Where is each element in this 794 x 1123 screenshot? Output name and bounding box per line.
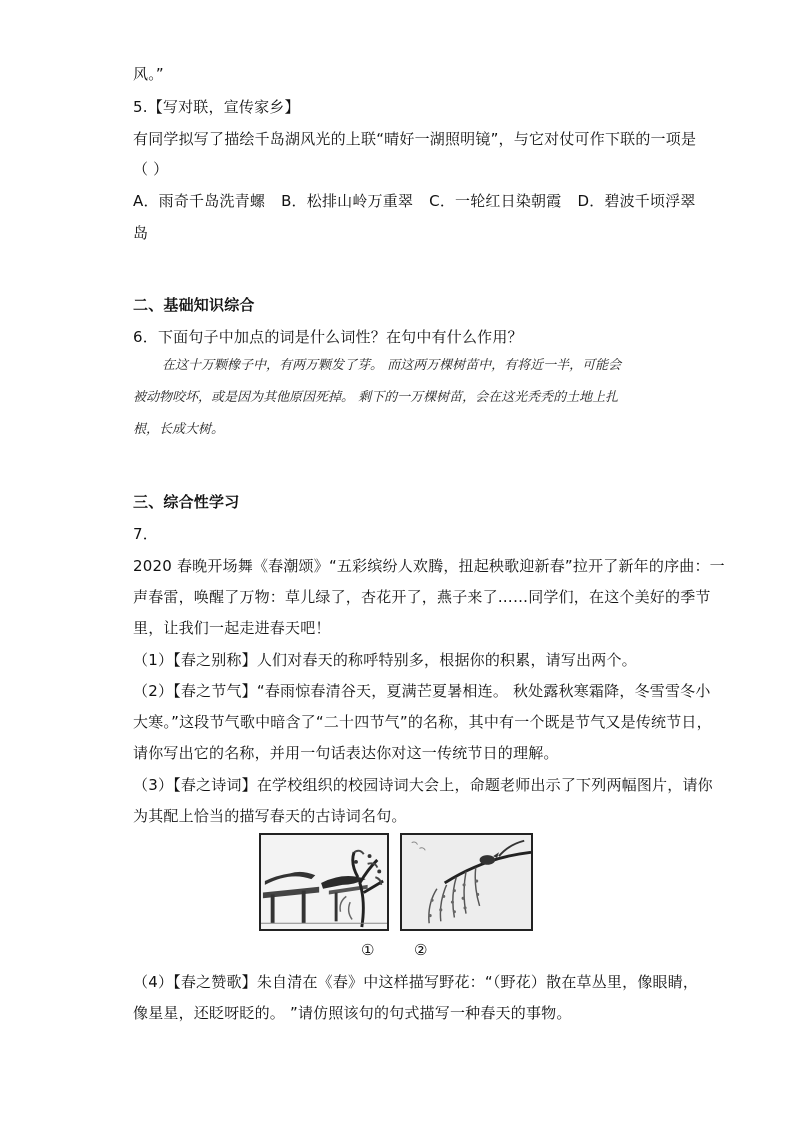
question-7-sub-3-line-2: 为其配上恰当的描写春天的古诗词名句。 — [133, 807, 407, 825]
illustration-willow-bird — [400, 833, 533, 931]
question-7-intro-line-2: 声春雷，唤醒了万物：草儿绿了，杏花开了，燕子来了……同学们，在这个美好的季节 — [133, 588, 711, 606]
question-6-passage-line-2: 被动物咬坏，或是因为其他原因死掉。 剩下的一万棵树苗，会在这光秃秃的土地上扎 — [133, 390, 619, 405]
option-a: A．雨奇千岛洗青螺 — [133, 192, 266, 210]
option-d: D．碧波千顷浮翠 — [577, 192, 696, 210]
question-7-intro-line-1: 2020 春晚开场舞《春潮颂》“五彩缤纷人欢腾，扭起秧歌迎新春”拉开了新年的序曲：一 — [133, 557, 725, 575]
question-7-number: 7． — [133, 525, 158, 543]
question-5-title: 5.【写对联，宣传家乡】 — [133, 98, 300, 116]
question-5-answer-paren: （ ） — [133, 160, 169, 178]
question-6-passage-line-1: 在这十万颗橡子中，有两万颗发了芽。 而这两万棵树苗中，有将近一半，可能会 — [162, 358, 622, 373]
question-5-options — [133, 191, 696, 211]
question-7-sub-2-line-3: 请你写出它的名称，并用一句话表达你对这一传统节日的理解。 — [133, 744, 559, 762]
question-5-stem: 有同学拟写了描绘千岛湖风光的上联“晴好一湖照明镜”，与它对仗可作下联的一项是 — [133, 130, 697, 148]
question-7-sub-2-line-2: 大寒。”这段节气歌中暗含了“二十四节气”的名称，其中有一个既是节气又是传统节日， — [133, 713, 712, 731]
option-c: C．一轮红日染朝霞 — [429, 192, 562, 210]
text-line: 风。” — [133, 65, 164, 83]
question-6-passage-line-3: 根，长成大树。 — [133, 422, 225, 437]
question-7-sub-4-line-1: （4）【春之赞歌】朱自清在《春》中这样描写野花：“（野花）散在草丛里，像眼睛， — [133, 973, 699, 991]
caption-picture-2: ② — [414, 941, 428, 959]
option-d-continuation: 岛 — [133, 224, 149, 242]
question-7-sub-2-line-1: （2）【春之节气】“春雨惊春清谷天，夏满芒夏暑相连。 秋处露秋寒霜降，冬雪雪冬小 — [133, 682, 711, 700]
question-6-stem: 6．下面句子中加点的词是什么词性？在句中有什么作用？ — [133, 328, 523, 346]
caption-picture-1: ① — [361, 941, 375, 959]
option-b: B．松排山岭万重翠 — [281, 192, 414, 210]
question-7-sub-1: （1）【春之别称】人们对春天的称呼特别多，根据你的积累，请写出两个。 — [133, 651, 637, 669]
illustration-pavilion-tree — [259, 833, 389, 931]
question-7-sub-4-line-2: 像星星，还眨呀眨的。 ”请仿照该句的句式描写一种春天的事物。 — [133, 1004, 572, 1022]
section-heading-2: 二、基础知识综合 — [133, 296, 255, 314]
question-7-intro-line-3: 里，让我们一起走进春天吧！ — [133, 619, 331, 637]
question-7-sub-3-line-1: （3）【春之诗词】在学校组织的校园诗词大会上，命题老师出示了下列两幅图片，请你 — [133, 776, 713, 794]
section-heading-3: 三、综合性学习 — [133, 493, 240, 511]
